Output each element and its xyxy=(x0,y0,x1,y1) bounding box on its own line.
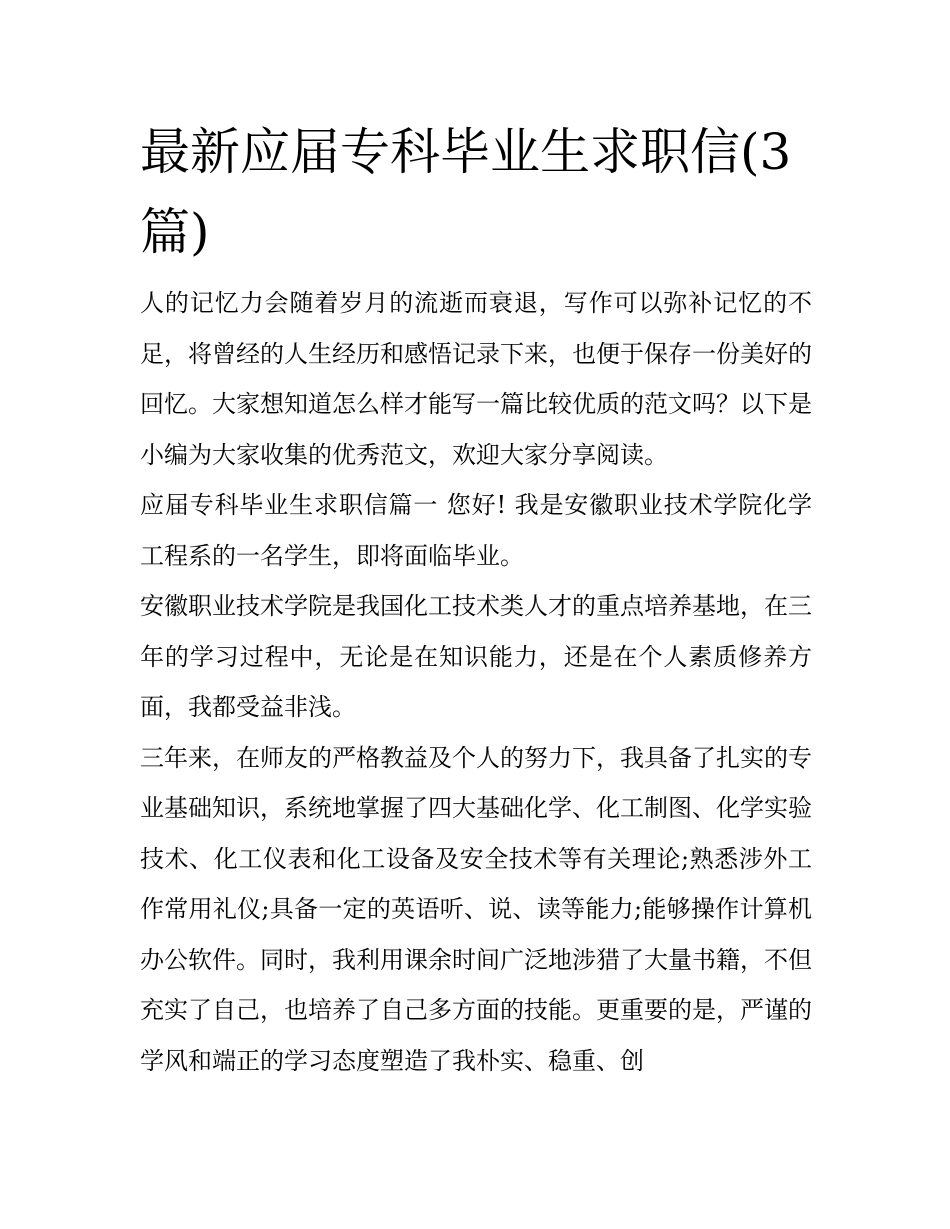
paragraph-school: 安徽职业技术学院是我国化工技术类人才的重点培养基地，在三年的学习过程中，无论是在知识能力，还是在个人素质修养方面，我都受益非浅。 xyxy=(140,592,812,721)
document-title: 最新应届专科毕业生求职信(3篇) xyxy=(140,123,792,261)
paragraph-intro: 人的记忆力会随着岁月的流逝而衰退，写作可以弥补记忆的不足，将曾经的人生经历和感悟记录下来，也便于保存一份美好的回忆。大家想知道怎么样才能写一篇比较优质的范文吗？以下是小编为大家收集的优秀范文，欢迎大家分享阅读。 xyxy=(140,289,812,469)
paragraph-greeting: 应届专科毕业生求职信篇一 您好! 我是安徽职业技术学院化学工程系的一名学生，即将面临毕业。 xyxy=(140,491,812,570)
document-body xyxy=(140,278,812,1086)
paragraph-skills: 三年来，在师友的严格教益及个人的努力下，我具备了扎实的专业基础知识，系统地掌握了四大基础化学、化工制图、化学实验技术、化工仪表和化工设备及安全技术等有关理论;熟悉涉外工作常用礼仪;具备一定的英语听、说、读等能力;能够操作计算机办公软件。同时，我利用课余时间广泛地涉猎了大量书籍，不但充实了自己，也培养了自己多方面的技能。更重要的是，严谨的学风和端正的学习态度塑造了我朴实、稳重、创 xyxy=(140,743,812,1075)
